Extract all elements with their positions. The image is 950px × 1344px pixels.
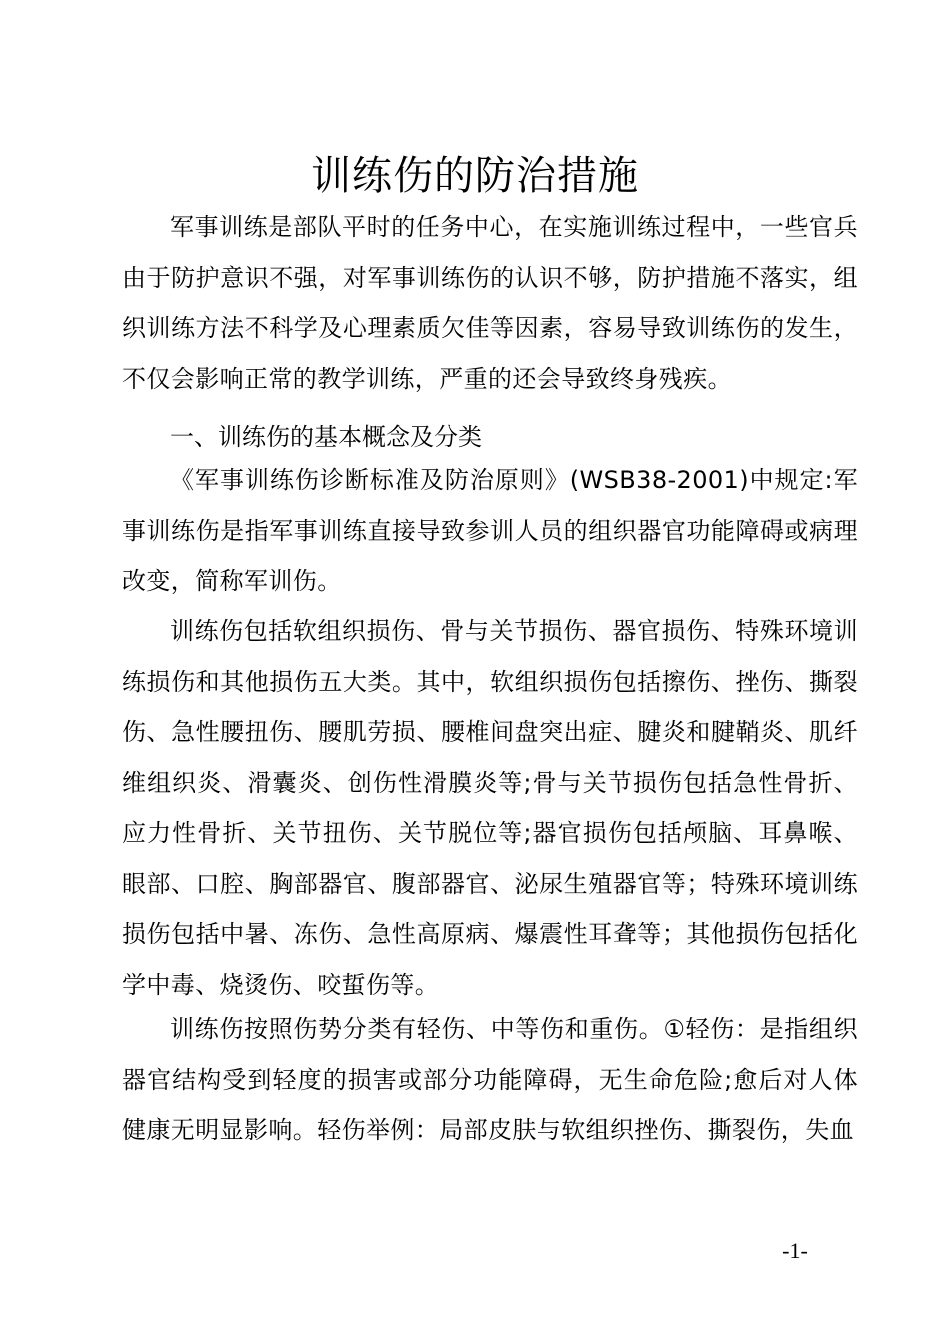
classification-paragraph: 训练伤包括软组织损伤、骨与关节损伤、器官损伤、特殊环境训练损伤和其他损伤五大类。其中，软组织损伤包括擦伤、挫伤、撕裂伤、急性腰扭伤、腰肌劳损、腰椎间盘突出症、腱炎和腱鞘炎、肌纤维组织炎、滑囊炎、创伤性滑膜炎等;骨与关节损伤包括急性骨折、应力性骨折、关节扭伤、关节脱位等;器官损伤包括颅脑、耳鼻喉、眼部、口腔、胸部器官、腹部器官、泌尿生殖器官等；特殊环境训练损伤包括中暑、冻伤、急性高原病、爆震性耳聋等；其他损伤包括化学中毒、烧烫伤、咬蜇伤等。	[122, 617, 858, 999]
page-number: -1-	[782, 1238, 808, 1263]
document-title: 训练伤的防治措施	[311, 153, 639, 199]
section-heading: 一、训练伤的基本概念及分类	[170, 423, 482, 451]
severity-paragraph: 训练伤按照伤势分类有轻伤、中等伤和重伤。①轻伤：是指组织器官结构受到轻度的损害或部分功能障碍，无生命危险;愈后对人体健康无明显影响。轻伤举例：局部皮肤与软组织挫伤、撕裂伤，失血	[122, 1015, 858, 1144]
intro-paragraph: 军事训练是部队平时的任务中心，在实施训练过程中，一些官兵由于防护意识不强，对军事训练伤的认识不够，防护措施不落实，组织训练方法不科学及心理素质欠佳等因素，容易导致训练伤的发生，不仅会影响正常的教学训练，严重的还会导致终身残疾。	[122, 213, 858, 393]
definition-paragraph: 《军事训练伤诊断标准及防治原则》(WSB38-2001)中规定:军事训练伤是指军事训练直接导致参训人员的组织器官功能障碍或病理改变，简称军训伤。	[122, 466, 858, 595]
